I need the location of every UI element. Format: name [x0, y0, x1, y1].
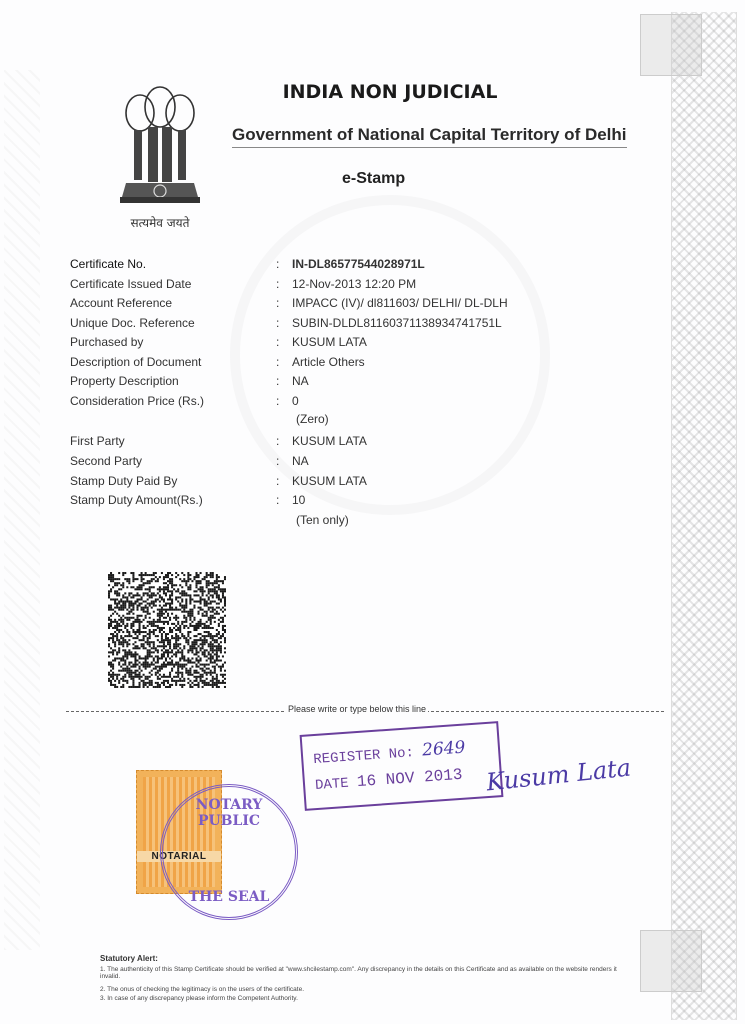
field-colon: : — [276, 335, 280, 349]
field-row — [70, 355, 630, 371]
register-number: 2649 — [421, 737, 467, 761]
field-label: Property Description — [70, 374, 179, 388]
field-colon: : — [276, 316, 280, 330]
field-colon: : — [276, 355, 280, 369]
field-value: NA — [292, 454, 309, 468]
notarial-label: NOTARIAL — [137, 851, 221, 862]
field-colon: : — [276, 257, 280, 271]
emblem-motto: सत्यमेव जयते — [130, 216, 190, 230]
field-label: Certificate Issued Date — [70, 277, 192, 291]
field-value: Article Others — [292, 355, 365, 369]
field-value: 0 — [292, 394, 299, 408]
field-colon: : — [276, 434, 280, 448]
field-row — [70, 434, 630, 450]
right-border-pattern — [671, 12, 737, 1020]
field-colon: : — [276, 454, 280, 468]
amount-in-words: (Ten only) — [296, 513, 349, 527]
corner-ornament-bottom-right — [640, 930, 702, 992]
register-label: REGISTER No: — [312, 745, 415, 769]
consideration-in-words: (Zero) — [296, 412, 329, 426]
field-value: SUBIN-DLDL81160371138934741751L — [292, 316, 502, 330]
field-label: Certificate No. — [70, 257, 147, 271]
field-colon: : — [276, 474, 280, 488]
field-value: 12-Nov-2013 12:20 PM — [292, 277, 417, 291]
field-row — [70, 374, 630, 390]
seal-text-bottom: THE SEAL — [188, 889, 270, 905]
field-label: Consideration Price (Rs.) — [70, 394, 205, 408]
page-subtitle: Government of National Capital Territory of Delhi — [232, 125, 627, 148]
field-row — [70, 316, 630, 332]
write-below-note: Please write or type below this line — [288, 704, 427, 714]
field-row — [70, 257, 630, 273]
field-row — [70, 335, 630, 351]
statutory-line: 1. The authenticity of this Stamp Certificate should be verified at "www.shcilestamp.com". Any discrepancy in the details on this Certificate and as available on the website renders it invalid. — [100, 966, 617, 980]
field-colon: : — [276, 296, 280, 310]
field-label: Stamp Duty Paid By — [70, 474, 178, 488]
field-colon: : — [276, 277, 280, 291]
document-type: e-Stamp — [342, 170, 406, 187]
field-value: IN-DL86577544028971L — [292, 257, 425, 271]
statutory-alert-title: Statutory Alert: — [100, 954, 158, 963]
field-label: Stamp Duty Amount(Rs.) — [70, 493, 203, 507]
statutory-line: 2. The onus of checking the legitimacy is on the users of the certificate. — [100, 986, 305, 993]
field-value: KUSUM LATA — [292, 335, 367, 349]
field-value: KUSUM LATA — [292, 474, 367, 488]
field-label: First Party — [70, 434, 125, 448]
field-colon: : — [276, 394, 280, 408]
field-row — [70, 296, 630, 312]
field-value: IMPACC (IV)/ dl811603/ DELHI/ DL-DLH — [292, 296, 508, 310]
field-colon: : — [276, 374, 280, 388]
field-label: Description of Document — [70, 355, 202, 369]
field-label: Second Party — [70, 454, 143, 468]
field-value: KUSUM LATA — [292, 434, 367, 448]
left-border-pattern — [4, 70, 40, 950]
field-label: Purchased by — [70, 335, 144, 349]
field-label: Account Reference — [70, 296, 173, 310]
notary-seal — [160, 784, 298, 920]
field-row — [70, 277, 630, 293]
field-row — [70, 394, 630, 410]
corner-ornament-top-right — [640, 14, 702, 76]
date-label: DATE — [314, 775, 350, 795]
register-stamp — [300, 721, 504, 811]
page-title: INDIA NON JUDICIAL — [282, 81, 498, 103]
field-value: 10 — [292, 493, 306, 507]
register-date: 16 NOV 2013 — [356, 765, 464, 792]
signature: Kusum Lata — [484, 753, 633, 797]
seal-text-top: NOTARY PUBLIC — [195, 797, 263, 829]
field-row — [70, 493, 630, 509]
field-label: Unique Doc. Reference — [70, 316, 195, 330]
national-emblem-icon — [112, 85, 208, 210]
field-value: NA — [292, 374, 309, 388]
field-colon: : — [276, 493, 280, 507]
field-row — [70, 454, 630, 470]
statutory-line: 3. In case of any discrepancy please inform the Competent Authority. — [100, 995, 298, 1002]
field-row — [70, 474, 630, 490]
qr-code — [108, 572, 226, 688]
